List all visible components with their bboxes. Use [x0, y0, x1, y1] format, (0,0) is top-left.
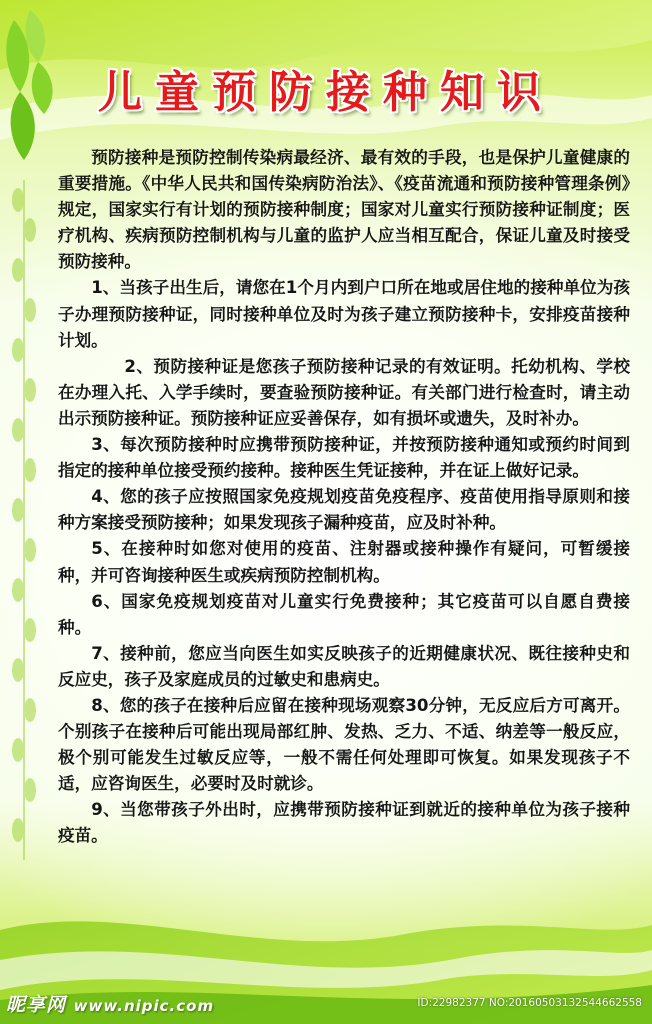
list-item: 7、接种前，您应当向医生如实反映孩子的近期健康状况、既往接种史和反应史，孩子及家庭成员的过敏史和患病史。 — [58, 643, 630, 689]
list-item: 5、在接种时如您对使用的疫苗、注射器或接种操作有疑问，可暂缓接种，并可咨询接种医生或疾病预防控制机构。 — [58, 539, 630, 585]
list-item: 9、当您带孩子外出时，应携带预防接种证到就近的接种单位为孩子接种疫苗。 — [58, 800, 630, 846]
intro-paragraph: 预防接种是预防控制传染病最经济、最有效的手段，也是保护儿童健康的重要措施。《中华人民共和国传染病防治法》、《疫苗流通和预防接种管理条例》规定，国家实行有计划的预防接种制度；国家对儿童实行预防接种证制度；医疗机构、疾病预防控制机构与儿童的监护人应当相互配合，保证儿童及时接受预防接种。 — [58, 148, 630, 272]
site-logo — [6, 990, 214, 1017]
page-title: 儿童预防接种知识 — [98, 67, 554, 118]
leaf-vine-decoration — [12, 180, 36, 860]
list-item: 4、您的孩子应按照国家免疫规划疫苗免疫程序、疫苗使用指导原则和接种方案接受预防接种；如果发现孩子漏种疫苗，应及时补种。 — [58, 487, 630, 533]
list-item: 1、当孩子出生后，请您在1个月内到户口所在地或居住地的接种单位为孩子办理预防接种证，同时接种单位及时为孩子建立预防接种卡，安排疫苗接种计划。 — [58, 278, 630, 350]
list-item: 6、国家免疫规划疫苗对儿童实行免费接种；其它疫苗可以自愿自费接种。 — [58, 591, 630, 637]
list-item: 2、预防接种证是您孩子预防接种记录的有效证明。托幼机构、学校在办理入托、入学手续时，要查验预防接种证。有关部门进行检查时，请主动出示预防接种证。预防接种证应妥善保存，如有损坏或遗失，及时补办。 — [58, 356, 630, 428]
image-watermark: ID:22982377 NO:20160503132544662558 — [417, 997, 642, 1009]
site-url: www.nipic.com — [73, 997, 215, 1015]
list-item: 8、您的孩子在接种后应留在接种现场观察30分钟，无反应后方可离开。个别孩子在接种后可能出现局部红肿、发热、乏力、不适、纳差等一般反应，极个别可能发生过敏反应等，一般不需任何处理即可恢复。如果发现孩子不适，应咨询医生，必要时及时就诊。 — [58, 695, 630, 794]
logo-text: 昵享网 — [6, 994, 67, 1016]
article-body — [58, 145, 630, 850]
list-item: 3、每次预防接种时应携带预防接种证，并按预防接种通知或预约时间到指定的接种单位接受预约接种。接种医生凭证接种，并在证上做好记录。 — [58, 435, 630, 481]
